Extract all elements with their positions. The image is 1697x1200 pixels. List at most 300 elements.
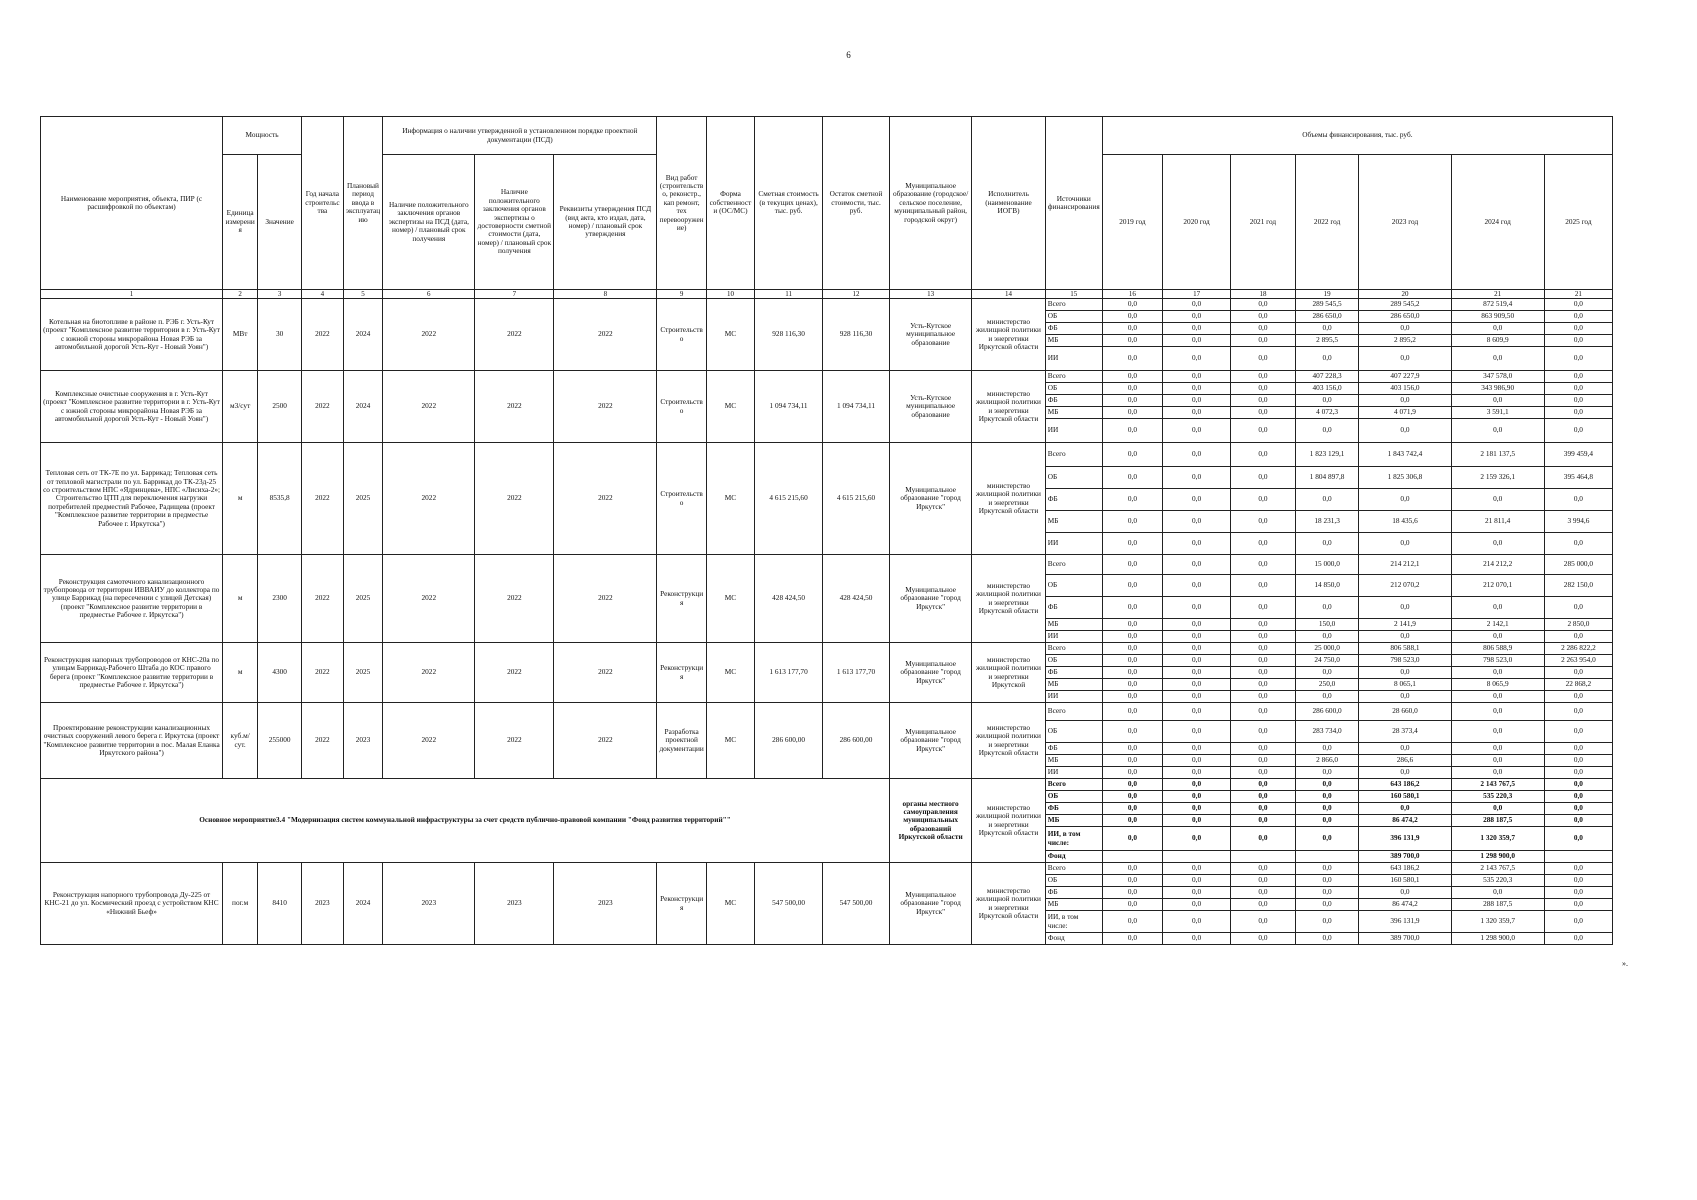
funding-value-cell: 0,0 [1102, 863, 1162, 875]
funding-value-cell: 2 143 767,5 [1451, 863, 1544, 875]
psd-cost-cell: 2022 [475, 643, 554, 703]
planned-year-cell: 2023 [343, 703, 382, 779]
funding-value-cell: 1 298 900,0 [1451, 851, 1544, 863]
funding-source-cell: ОБ [1045, 655, 1102, 667]
funding-value-cell: 0,0 [1451, 597, 1544, 619]
executor-cell: министерство жилищной политики и энергетики Иркутской области [972, 555, 1045, 643]
work-type-cell: Разработка проектной документации [657, 703, 706, 779]
funding-value-cell: 0,0 [1163, 743, 1231, 755]
psd-cost-cell: 2023 [475, 863, 554, 945]
funding-value-cell: 0,0 [1231, 887, 1296, 899]
funding-value-cell: 0,0 [1102, 299, 1162, 311]
funding-value-cell: 0,0 [1163, 721, 1231, 743]
funding-value-cell: 0,0 [1102, 555, 1162, 575]
funding-value-cell: 0,0 [1231, 311, 1296, 323]
funding-value-cell: 86 474,2 [1359, 815, 1451, 827]
funding-value-cell: 0,0 [1295, 667, 1359, 679]
municipality-cell: органы местного самоуправления муниципальных образований Иркутской области [889, 779, 971, 863]
funding-source-cell: Всего [1045, 643, 1102, 655]
funding-value-cell: 0,0 [1102, 533, 1162, 555]
object-name: Проектирование реконструкции канализационных очистных сооружений левого берега г. Иркутска (проект "Комплексное развитие территории в пос. Малая Еланка Иркутского района") [41, 703, 223, 779]
page-number: 6 [846, 50, 851, 60]
header-start-year: Год начала строительства [302, 117, 344, 290]
funding-source-cell: Всего [1045, 703, 1102, 721]
funding-value-cell: 0,0 [1359, 347, 1451, 371]
main-event-row [41, 779, 1613, 791]
funding-value-cell: 0,0 [1163, 679, 1231, 691]
funding-value-cell: 0,0 [1102, 443, 1162, 467]
psd-cost-cell: 2022 [475, 703, 554, 779]
funding-value-cell: 0,0 [1295, 691, 1359, 703]
psd-approval-cell: 2022 [554, 299, 657, 371]
funding-value-cell: 0,0 [1295, 933, 1359, 945]
table-row [41, 555, 1613, 575]
funding-value-cell: 1 298 900,0 [1451, 933, 1544, 945]
funding-value-cell: 0,0 [1102, 679, 1162, 691]
header-sources: Источники финансирования [1045, 117, 1102, 290]
funding-value-cell: 0,0 [1359, 489, 1451, 511]
funding-value-cell: 0,0 [1231, 643, 1296, 655]
header-work-type: Вид работ (строительство, реконстр., кап ремонт, тех перевооружение) [657, 117, 706, 290]
funding-value-cell: 0,0 [1231, 619, 1296, 631]
estimate-cost-cell: 547 500,00 [755, 863, 823, 945]
funding-value-cell: 0,0 [1163, 467, 1231, 489]
column-number: 10 [706, 290, 754, 299]
funding-value-cell: 1 825 306,8 [1359, 467, 1451, 489]
funding-value-cell: 0,0 [1102, 575, 1162, 597]
funding-value-cell: 0,0 [1163, 691, 1231, 703]
funding-value-cell: 0,0 [1102, 827, 1162, 851]
capacity-value-cell: 2500 [258, 371, 302, 443]
funding-value-cell: 0,0 [1231, 555, 1296, 575]
funding-value-cell: 0,0 [1359, 887, 1451, 899]
table-row [41, 371, 1613, 383]
column-number: 2 [223, 290, 258, 299]
funding-value-cell: 0,0 [1163, 533, 1231, 555]
funding-value-cell: 0,0 [1544, 827, 1612, 851]
funding-value-cell: 25 000,0 [1295, 643, 1359, 655]
municipality-cell: Муниципальное образование "город Иркутск" [889, 443, 971, 555]
funding-value-cell: 18 435,6 [1359, 511, 1451, 533]
funding-value-cell: 0,0 [1102, 631, 1162, 643]
funding-value-cell: 28 373,4 [1359, 721, 1451, 743]
funding-value-cell: 160 580,1 [1359, 791, 1451, 803]
funding-value-cell: 0,0 [1163, 619, 1231, 631]
funding-value-cell: 0,0 [1102, 489, 1162, 511]
funding-value-cell [1102, 851, 1162, 863]
ownership-cell: МС [706, 443, 754, 555]
funding-value-cell: 289 545,2 [1359, 299, 1451, 311]
funding-value-cell: 0,0 [1163, 933, 1231, 945]
funding-value-cell: 0,0 [1163, 667, 1231, 679]
funding-source-cell: ИИ, в том числе: [1045, 911, 1102, 933]
funding-value-cell: 0,0 [1544, 721, 1612, 743]
header-psd-approval: Реквизиты утверждения ПСД (вид акта, кто издал, дата, номер) / плановый срок утверждения [554, 155, 657, 290]
start-year-cell: 2022 [302, 555, 344, 643]
funding-value-cell: 0,0 [1451, 767, 1544, 779]
funding-source-cell: ИИ [1045, 533, 1102, 555]
funding-value-cell: 0,0 [1451, 419, 1544, 443]
funding-source-cell: ОБ [1045, 721, 1102, 743]
column-number: 1 [41, 290, 223, 299]
funding-value-cell: 0,0 [1163, 815, 1231, 827]
funding-value-cell: 0,0 [1102, 511, 1162, 533]
municipality-cell: Муниципальное образование "город Иркутск" [889, 643, 971, 703]
funding-value-cell: 643 186,2 [1359, 863, 1451, 875]
funding-value-cell: 0,0 [1163, 335, 1231, 347]
funding-value-cell: 0,0 [1231, 467, 1296, 489]
funding-value-cell: 0,0 [1102, 691, 1162, 703]
column-number-row [41, 290, 1613, 299]
funding-value-cell: 399 459,4 [1544, 443, 1612, 467]
funding-value-cell: 0,0 [1295, 597, 1359, 619]
municipality-cell: Муниципальное образование "город Иркутск" [889, 863, 971, 945]
funding-value-cell: 0,0 [1295, 863, 1359, 875]
funding-value-cell: 0,0 [1102, 311, 1162, 323]
funding-value-cell [1163, 851, 1231, 863]
funding-value-cell: 212 070,1 [1451, 575, 1544, 597]
object-name: Комплексные очистные сооружения в г. Усть-Кут (проект "Комплексное развитие территории в г. Усть-Кут с южной стороны микрорайона Новая РЭБ за автомобильной дорогой Усть-Кут - Новый Уоян") [41, 371, 223, 443]
header-year-2025: 2025 год [1544, 155, 1612, 290]
funding-value-cell: 2 286 822,2 [1544, 643, 1612, 655]
funding-value-cell: 150,0 [1295, 619, 1359, 631]
funding-value-cell: 0,0 [1544, 755, 1612, 767]
funding-value-cell: 4 072,3 [1295, 407, 1359, 419]
funding-value-cell: 0,0 [1102, 323, 1162, 335]
object-name: Реконструкция напорного трубопровода Ду-225 от КНС-21 до ул. Космический проезд с устройством КНС «Нижний Бьеф» [41, 863, 223, 945]
funding-value-cell: 0,0 [1102, 815, 1162, 827]
funding-value-cell: 0,0 [1451, 323, 1544, 335]
psd-approval-cell: 2022 [554, 371, 657, 443]
funding-source-cell: ФБ [1045, 743, 1102, 755]
funding-value-cell: 0,0 [1451, 631, 1544, 643]
funding-value-cell: 0,0 [1544, 323, 1612, 335]
funding-value-cell: 0,0 [1451, 533, 1544, 555]
funding-value-cell: 0,0 [1295, 791, 1359, 803]
funding-value-cell: 0,0 [1544, 371, 1612, 383]
funding-value-cell: 0,0 [1231, 655, 1296, 667]
funding-source-cell: ОБ [1045, 311, 1102, 323]
funding-value-cell: 21 811,4 [1451, 511, 1544, 533]
funding-value-cell: 0,0 [1163, 803, 1231, 815]
object-name: Реконструкция напорных трубопроводов от КНС-20а по улицам Баррикад-Рабочего Штаба до КОС правого берега (проект "Комплексное развитие территории в предместье Рабочее г. Иркутска") [41, 643, 223, 703]
funding-source-cell: ИИ [1045, 767, 1102, 779]
psd-cost-cell: 2022 [475, 443, 554, 555]
funding-value-cell: 0,0 [1359, 767, 1451, 779]
funding-value-cell: 0,0 [1451, 887, 1544, 899]
funding-value-cell: 0,0 [1102, 875, 1162, 887]
column-number: 21 [1451, 290, 1544, 299]
start-year-cell: 2022 [302, 371, 344, 443]
funding-value-cell: 0,0 [1231, 383, 1296, 395]
funding-value-cell: 14 850,0 [1295, 575, 1359, 597]
column-number: 3 [258, 290, 302, 299]
funding-value-cell: 0,0 [1163, 555, 1231, 575]
funding-value-cell: 1 804 897,8 [1295, 467, 1359, 489]
funding-value-cell: 214 212,1 [1359, 555, 1451, 575]
planned-year-cell: 2025 [343, 555, 382, 643]
funding-value-cell: 403 156,0 [1295, 383, 1359, 395]
funding-value-cell: 0,0 [1544, 815, 1612, 827]
object-name: Тепловая сеть от ТК-7Е по ул. Баррикад; Тепловая сеть от тепловой магистрали по ул. Баррикад до ТК-23д-25 со строительством НПС «Ядринцева», НПС «Лисиха-2»; Строительство ЦТП для переключения нагрузки потребителей предместий Рабочее, Радищева (проект "Комплексное развитие территории в предместье Рабочее г. Иркутска") [41, 443, 223, 555]
funding-source-cell: МБ [1045, 619, 1102, 631]
psd-cost-cell: 2022 [475, 299, 554, 371]
funding-value-cell: 0,0 [1451, 691, 1544, 703]
funding-value-cell: 18 231,3 [1295, 511, 1359, 533]
funding-value-cell: 389 700,0 [1359, 851, 1451, 863]
funding-value-cell: 0,0 [1295, 767, 1359, 779]
psd-expertise-cell: 2022 [383, 643, 475, 703]
funding-value-cell: 0,0 [1102, 419, 1162, 443]
funding-value-cell: 0,0 [1359, 667, 1451, 679]
column-number: 8 [554, 290, 657, 299]
funding-value-cell: 0,0 [1451, 395, 1544, 407]
planned-year-cell: 2024 [343, 863, 382, 945]
funding-value-cell: 0,0 [1544, 779, 1612, 791]
psd-approval-cell: 2022 [554, 443, 657, 555]
funding-value-cell: 0,0 [1231, 335, 1296, 347]
planned-year-cell: 2025 [343, 443, 382, 555]
header-year-2023: 2023 год [1359, 155, 1451, 290]
funding-source-cell: ОБ [1045, 383, 1102, 395]
funding-value-cell: 0,0 [1231, 899, 1296, 911]
funding-value-cell: 286 600,0 [1295, 703, 1359, 721]
header-ownership: Форма собственности (ОС/МС) [706, 117, 754, 290]
remaining-cost-cell: 428 424,50 [823, 555, 890, 643]
funding-value-cell: 214 212,2 [1451, 555, 1544, 575]
margin-mark: ». [1622, 959, 1628, 968]
funding-value-cell: 0,0 [1102, 655, 1162, 667]
funding-value-cell: 8 065,1 [1359, 679, 1451, 691]
funding-source-cell: МБ [1045, 335, 1102, 347]
funding-value-cell: 0,0 [1102, 933, 1162, 945]
planned-year-cell: 2024 [343, 299, 382, 371]
psd-expertise-cell: 2022 [383, 443, 475, 555]
funding-value-cell: 1 843 742,4 [1359, 443, 1451, 467]
municipality-cell: Муниципальное образование "город Иркутск" [889, 555, 971, 643]
psd-expertise-cell: 2023 [383, 863, 475, 945]
funding-value-cell: 0,0 [1231, 533, 1296, 555]
unit-cell: МВт [223, 299, 258, 371]
funding-value-cell: 0,0 [1231, 875, 1296, 887]
funding-value-cell: 0,0 [1163, 383, 1231, 395]
column-number: 7 [475, 290, 554, 299]
planned-year-cell: 2024 [343, 371, 382, 443]
header-value: Значение [258, 155, 302, 290]
funding-value-cell: 2 263 954,0 [1544, 655, 1612, 667]
executor-cell: министерство жилищной политики и энергетики Иркутской области [972, 779, 1045, 863]
table-row [41, 299, 1613, 311]
funding-value-cell: 0,0 [1544, 803, 1612, 815]
column-number: 18 [1231, 290, 1296, 299]
funding-source-cell: Всего [1045, 371, 1102, 383]
funding-value-cell: 396 131,9 [1359, 827, 1451, 851]
funding-value-cell: 0,0 [1163, 791, 1231, 803]
funding-value-cell: 0,0 [1295, 899, 1359, 911]
funding-value-cell: 407 228,3 [1295, 371, 1359, 383]
funding-value-cell: 0,0 [1544, 311, 1612, 323]
funding-value-cell: 0,0 [1544, 299, 1612, 311]
funding-value-cell: 0,0 [1295, 875, 1359, 887]
work-type-cell: Реконструкция [657, 863, 706, 945]
unit-cell: пог.м [223, 863, 258, 945]
unit-cell: м [223, 555, 258, 643]
funding-value-cell: 0,0 [1163, 703, 1231, 721]
ownership-cell: МС [706, 643, 754, 703]
work-type-cell: Реконструкция [657, 643, 706, 703]
start-year-cell: 2022 [302, 299, 344, 371]
column-number: 9 [657, 290, 706, 299]
funding-value-cell: 0,0 [1544, 703, 1612, 721]
funding-value-cell: 86 474,2 [1359, 899, 1451, 911]
column-number: 14 [972, 290, 1045, 299]
funding-value-cell: 0,0 [1295, 887, 1359, 899]
funding-value-cell: 0,0 [1544, 419, 1612, 443]
header-capacity: Мощность [223, 117, 302, 155]
funding-value-cell: 0,0 [1163, 827, 1231, 851]
funding-source-cell: ФБ [1045, 395, 1102, 407]
funding-value-cell: 0,0 [1163, 347, 1231, 371]
estimate-cost-cell: 286 600,00 [755, 703, 823, 779]
funding-value-cell: 0,0 [1451, 489, 1544, 511]
funding-value-cell: 283 734,0 [1295, 721, 1359, 743]
start-year-cell: 2022 [302, 643, 344, 703]
funding-value-cell: 0,0 [1231, 575, 1296, 597]
unit-cell: м [223, 643, 258, 703]
estimate-cost-cell: 928 116,30 [755, 299, 823, 371]
funding-value-cell: 0,0 [1163, 755, 1231, 767]
funding-value-cell: 0,0 [1231, 667, 1296, 679]
funding-value-cell: 0,0 [1295, 489, 1359, 511]
funding-value-cell: 0,0 [1544, 887, 1612, 899]
funding-value-cell: 0,0 [1231, 419, 1296, 443]
header-psd-cost: Наличие положительного заключения органов экспертизы о достоверности сметной стоимости (дата, номер) / плановый срок получения [475, 155, 554, 290]
funding-source-cell: ОБ [1045, 467, 1102, 489]
funding-value-cell: 288 187,5 [1451, 899, 1544, 911]
funding-value-cell: 2 143 767,5 [1451, 779, 1544, 791]
funding-value-cell: 0,0 [1163, 643, 1231, 655]
funding-value-cell: 0,0 [1102, 383, 1162, 395]
funding-value-cell: 0,0 [1544, 631, 1612, 643]
psd-approval-cell: 2022 [554, 643, 657, 703]
ownership-cell: МС [706, 555, 754, 643]
funding-value-cell: 8 609,9 [1451, 335, 1544, 347]
executor-cell: министерство жилищной политики и энергетики Иркутской области [972, 371, 1045, 443]
funding-value-cell: 3 591,1 [1451, 407, 1544, 419]
funding-value-cell: 0,0 [1102, 643, 1162, 655]
column-number: 4 [302, 290, 344, 299]
funding-value-cell: 0,0 [1231, 791, 1296, 803]
header-municipality: Муниципальное образование (городское/сельское поселение, муниципальный район, городской округ) [889, 117, 971, 290]
funding-value-cell: 343 986,90 [1451, 383, 1544, 395]
unit-cell: куб.м/сут. [223, 703, 258, 779]
funding-value-cell: 0,0 [1544, 667, 1612, 679]
funding-value-cell: 0,0 [1231, 691, 1296, 703]
funding-value-cell: 0,0 [1295, 827, 1359, 851]
funding-value-cell: 0,0 [1295, 347, 1359, 371]
psd-approval-cell: 2022 [554, 555, 657, 643]
funding-value-cell [1295, 851, 1359, 863]
funding-value-cell: 0,0 [1544, 875, 1612, 887]
funding-source-cell: ИИ [1045, 631, 1102, 643]
funding-value-cell: 0,0 [1102, 335, 1162, 347]
funding-value-cell: 0,0 [1102, 779, 1162, 791]
funding-value-cell: 0,0 [1231, 721, 1296, 743]
funding-value-cell: 0,0 [1231, 933, 1296, 945]
funding-source-cell: Всего [1045, 555, 1102, 575]
capacity-value-cell: 8410 [258, 863, 302, 945]
capacity-value-cell: 30 [258, 299, 302, 371]
funding-value-cell: 22 868,2 [1544, 679, 1612, 691]
capacity-value-cell: 4300 [258, 643, 302, 703]
funding-value-cell: 282 150,0 [1544, 575, 1612, 597]
funding-value-cell: 0,0 [1359, 533, 1451, 555]
funding-value-cell: 0,0 [1163, 911, 1231, 933]
funding-value-cell: 0,0 [1231, 911, 1296, 933]
funding-value-cell: 0,0 [1295, 323, 1359, 335]
funding-value-cell: 0,0 [1163, 655, 1231, 667]
executor-cell: министерство жилищной политики и энергетики Иркутской области [972, 863, 1045, 945]
header-psd-expertise: Наличие положительного заключения органов экспертизы на ПСД (дата, номер) / плановый срок получения [383, 155, 475, 290]
funding-value-cell: 1 320 359,7 [1451, 827, 1544, 851]
funding-source-cell: МБ [1045, 407, 1102, 419]
estimate-cost-cell: 1 613 177,70 [755, 643, 823, 703]
funding-value-cell: 0,0 [1163, 323, 1231, 335]
table-row [41, 863, 1613, 875]
funding-value-cell: 160 580,1 [1359, 875, 1451, 887]
funding-value-cell: 0,0 [1102, 755, 1162, 767]
remaining-cost-cell: 547 500,00 [823, 863, 890, 945]
funding-value-cell: 2 895,2 [1359, 335, 1451, 347]
funding-value-cell: 0,0 [1231, 631, 1296, 643]
funding-value-cell: 0,0 [1231, 407, 1296, 419]
funding-value-cell: 0,0 [1102, 887, 1162, 899]
funding-source-cell: МБ [1045, 679, 1102, 691]
table-row [41, 443, 1613, 467]
funding-value-cell: 798 523,0 [1359, 655, 1451, 667]
funding-value-cell: 0,0 [1359, 323, 1451, 335]
municipality-cell: Усть-Кутское муниципальное образование [889, 371, 971, 443]
funding-value-cell: 15 000,0 [1295, 555, 1359, 575]
psd-expertise-cell: 2022 [383, 703, 475, 779]
funding-value-cell: 2 895,5 [1295, 335, 1359, 347]
header-remaining: Остаток сметной стоимости, тыс. руб. [823, 117, 890, 290]
header-year-2019: 2019 год [1102, 155, 1162, 290]
column-number: 21 [1544, 290, 1612, 299]
funding-value-cell: 0,0 [1544, 335, 1612, 347]
funding-value-cell: 0,0 [1544, 743, 1612, 755]
funding-value-cell: 0,0 [1544, 597, 1612, 619]
funding-value-cell: 0,0 [1163, 489, 1231, 511]
table-row [41, 643, 1613, 655]
funding-value-cell: 0,0 [1231, 779, 1296, 791]
funding-value-cell: 0,0 [1359, 743, 1451, 755]
funding-value-cell: 395 464,8 [1544, 467, 1612, 489]
funding-value-cell: 0,0 [1231, 371, 1296, 383]
executor-cell: министерство жилищной политики и энергетики Иркутской [972, 643, 1045, 703]
capacity-value-cell: 2300 [258, 555, 302, 643]
funding-value-cell: 396 131,9 [1359, 911, 1451, 933]
funding-value-cell: 286 650,0 [1295, 311, 1359, 323]
remaining-cost-cell: 928 116,30 [823, 299, 890, 371]
funding-value-cell: 0,0 [1102, 619, 1162, 631]
funding-value-cell: 0,0 [1451, 703, 1544, 721]
funding-value-cell: 0,0 [1451, 803, 1544, 815]
funding-value-cell: 0,0 [1163, 863, 1231, 875]
funding-value-cell: 250,0 [1295, 679, 1359, 691]
funding-value-cell: 0,0 [1231, 827, 1296, 851]
funding-value-cell: 0,0 [1295, 419, 1359, 443]
